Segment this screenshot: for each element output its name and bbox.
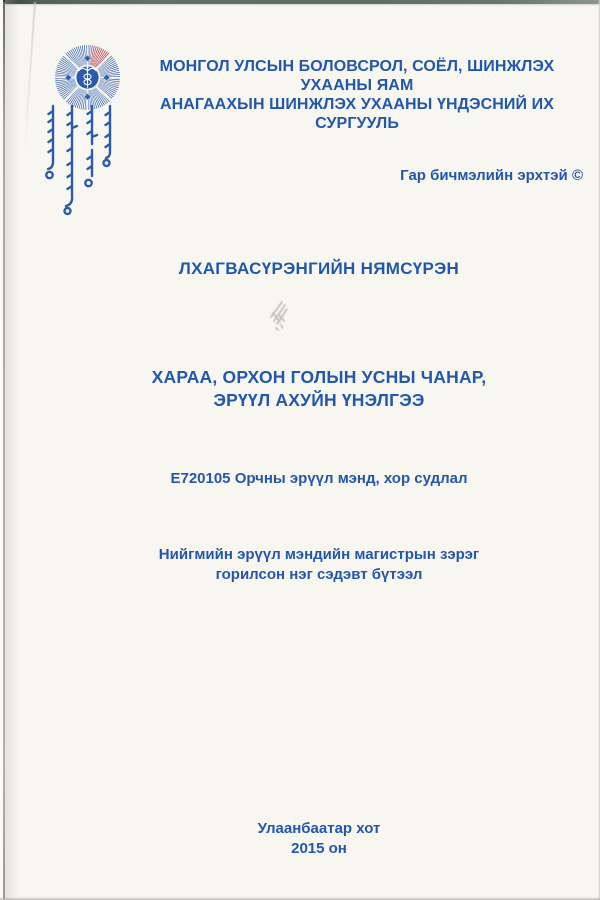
header: [128, 57, 586, 133]
university-name: АНАГААХЫН ШИНЖЛЭХ УХААНЫ ҮНДЭСНИЙ ИХ СУРГУУЛЬ: [159, 96, 555, 132]
cover-edge-top-shadow: [0, 4, 600, 6]
author-name: ЛХАГВАСҮРЭНГИЙН НЯМСҮРЭН: [178, 259, 460, 278]
thesis-title-line1: ХАРАА, ОРХОН ГОЛЫН УСНЫ ЧАНАР,: [151, 367, 487, 387]
imprint-year: 2015 он: [291, 840, 347, 857]
cover-edge-left-shade: [5, 0, 19, 900]
imprint-city: Улаанбаатар хот: [257, 820, 381, 837]
cover-crease: [24, 2, 36, 152]
pencil-smudge: [263, 295, 297, 333]
imprint: [38, 819, 600, 859]
program-code: Е720105 Орчны эрүүл мэнд, хор судлал: [170, 470, 468, 487]
degree-statement: [38, 545, 600, 584]
thesis-title-line2: ЭРҮҮЛ АХУЙН ҮНЭЛГЭЭ: [213, 390, 425, 410]
thesis-title: [38, 366, 600, 412]
degree-statement-line1: Нийгмийн эрүүл мэндийн магистрын зэрэг: [158, 546, 480, 563]
manuscript-rights-notice: Гар бичмэлийн эрхтэй ©: [400, 167, 583, 184]
degree-statement-line2: горилсон нэг сэдэвт бүтээл: [215, 565, 423, 583]
mongolian-script-text: [44, 104, 116, 216]
mongolian-vertical-script-icon: [44, 104, 116, 216]
pencil-smudge-icon: [263, 295, 297, 333]
ministry-name: МОНГОЛ УЛСЫН БОЛОВСРОЛ, СОЁЛ, ШИНЖЛЭХ УХААНЫ ЯАМ: [159, 58, 555, 94]
